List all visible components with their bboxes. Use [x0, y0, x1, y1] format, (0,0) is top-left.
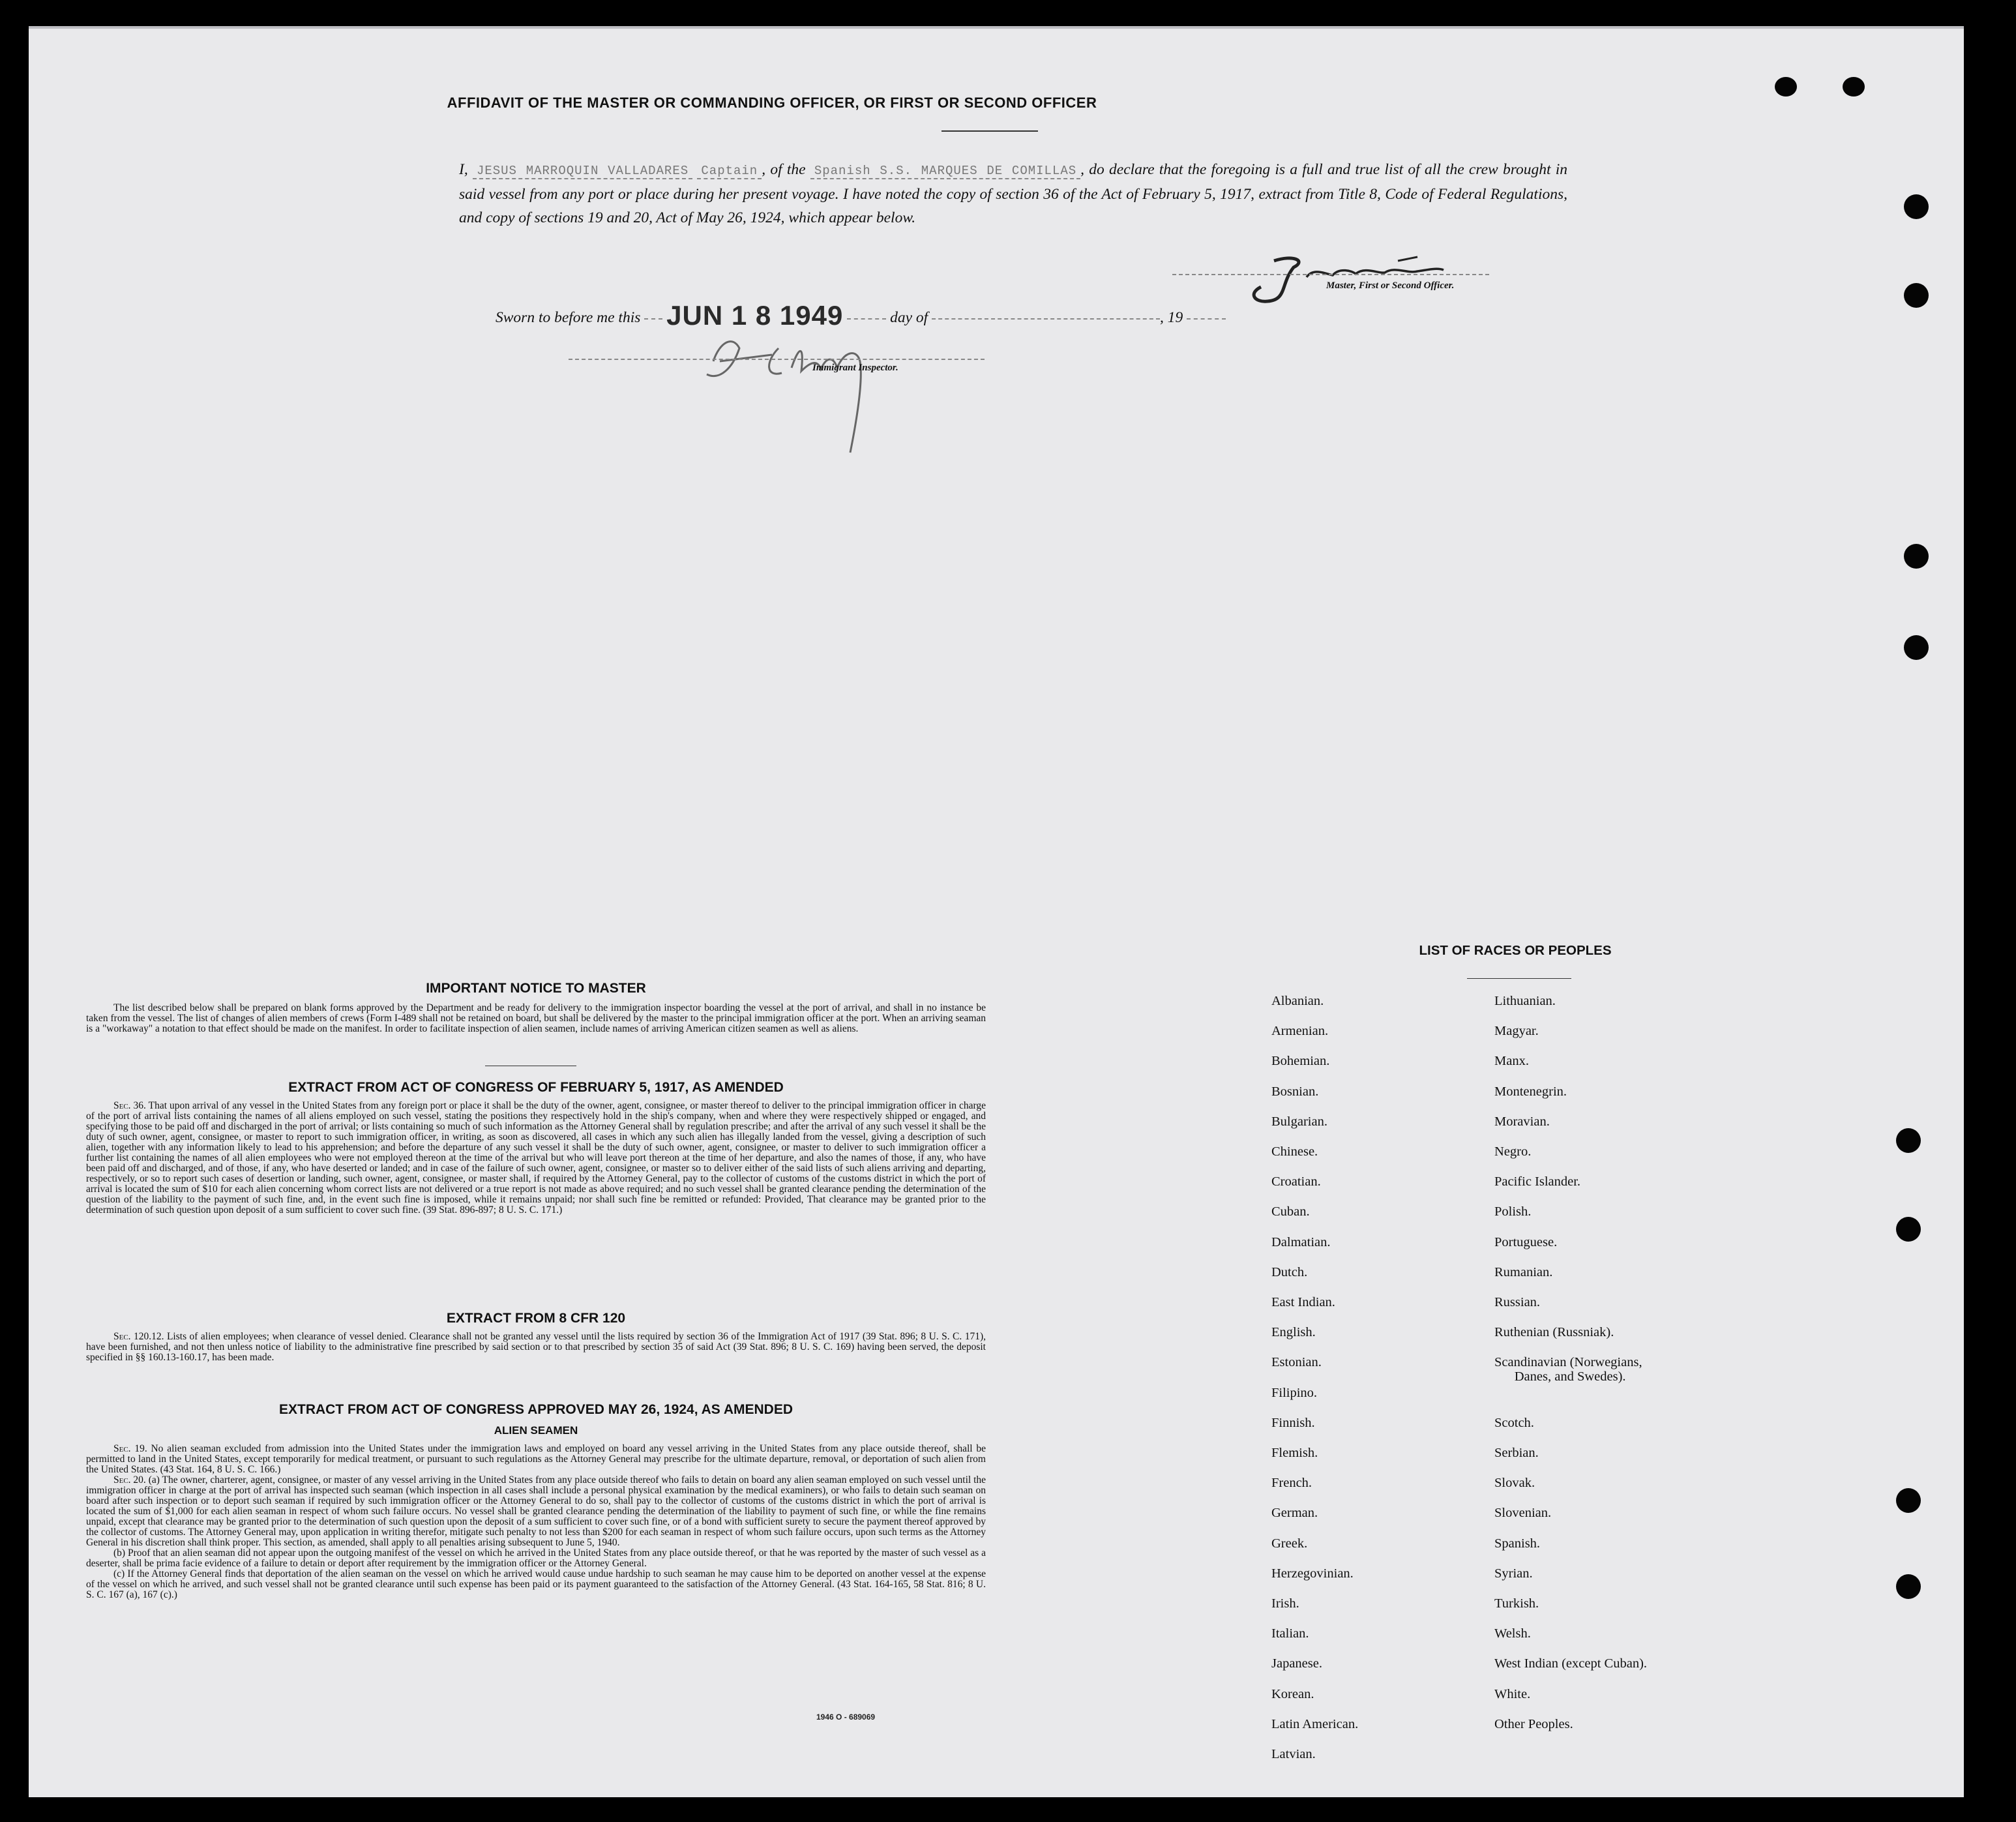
race-item: East Indian.	[1271, 1295, 1335, 1309]
race-item: Spanish.	[1494, 1536, 1541, 1551]
race-item: Other Peoples.	[1494, 1716, 1573, 1731]
race-item: Scotch.	[1494, 1415, 1534, 1430]
master-caption: Master, First or Second Officer.	[1326, 280, 1455, 291]
punch-hole	[1775, 77, 1797, 97]
rank-field: Captain	[697, 164, 762, 179]
extract-cfr-body	[86, 1332, 986, 1363]
race-item: Cuban.	[1271, 1204, 1310, 1219]
race-item: Estonian.	[1271, 1355, 1322, 1370]
day-of-text: day of	[890, 309, 928, 326]
punch-hole	[1904, 635, 1929, 660]
race-item: Polish.	[1494, 1204, 1532, 1219]
sec-20-label: Sec. 20.	[113, 1474, 146, 1486]
manifest-page	[29, 26, 1964, 1797]
race-item: Scandinavian (Norwegians, Danes, and Swedes).	[1494, 1355, 1642, 1384]
sworn-dash	[932, 318, 1160, 320]
race-item: Flemish.	[1271, 1446, 1318, 1460]
inspector-caption: Immigrant Inspector.	[812, 363, 898, 373]
sec-36-text: That upon arrival of any vessel in the United States from any foreign port or place it shall be the duty of the owner, agent, consignee, or master thereof to deliver to the principal immigration officer in charge of the port of arrival lists containing the names of all aliens employed on such vessel, stating the positions they respectively hold in the ship's company, when and where they were respectively shipped or engaged, and specifying those to be paid off and discharged in the port of arrival; or lists containing so much of such information as the Attorney General shall by regulation prescribe; and after the arrival of any such vessel it shall be the duty of such owner, agent, consignee, or master to report to such immigration officer, in writing, as soon as discovered, all cases in which any such alien has illegally landed from the vessel, giving a description of such alien, together with any information likely to lead to his apprehension; and before the departure of any such vessel it shall be the duty of such owner, agent, consignee, or master to deliver to such immigration officer a further list containing the names of all alien employees who were not employed thereon at the time of the arrival but who will leave port thereon at the time of her departure, and also the names of those, if any, who have been paid off and discharged, and of those, if any, who have deserted or landed; and in case of the failure of such owner, agent, consignee, or master so to deliver either of the said lists of such aliens arriving and departing, respectively, or so to report such cases of desertion or landing, such owner, agent, consignee, or master shall, if required by the Attorney General, pay to the collector of customs of the customs district in which the port of arrival is located the sum of $10 for each alien concerning whom correct lists are not delivered or a true report is not made as above required; and no such vessel shall be granted clearance pending the determination of the question of the liability to the payment of such fine, and, in the event such fine is imposed, while it remains unpaid; nor shall such fine be remitted or refunded: Provided, That clearance may be granted prior to the determination of such question upon deposit of a sum sufficient to cover such fine. (39 Stat. 896-897; 8 U. S. C. 171.)	[86, 1100, 986, 1216]
inspector-signature-line	[569, 359, 985, 360]
master-name-field: JESUS MARROQUIN VALLADARES	[473, 164, 692, 179]
race-item: Magyar.	[1494, 1024, 1539, 1039]
race-item: Slovak.	[1494, 1476, 1535, 1491]
date-stamp: JUN 1 8 1949	[666, 300, 844, 331]
do-declare-text: , do declare	[1080, 161, 1155, 178]
notice-body	[86, 1003, 986, 1034]
inspector-signature	[694, 322, 928, 459]
race-item: Bulgarian.	[1271, 1114, 1327, 1129]
print-code: 1946 O - 689069	[816, 1712, 876, 1722]
race-item: Montenegrin.	[1494, 1084, 1567, 1099]
race-item: Bohemian.	[1271, 1054, 1330, 1069]
punch-hole	[1904, 283, 1929, 308]
vessel-field: Spanish S.S. MARQUES DE COMILLAS	[810, 164, 1080, 179]
year-prefix: , 19	[1160, 309, 1183, 326]
sec-19-text: No alien seaman excluded from admission into the United States under the immigration laws and employed on board any vessel arriving in the United States from any place outside thereof, shall be permitted to land in the United States, except temporarily for medical treatment, or pursuant to such regulations as the Attorney General may prescribe for the ultimate departure, removal, or deportation of such alien from the United States. (43 Stat. 164, 8 U. S. C. 166.)	[86, 1443, 986, 1475]
sec-20c-text: (c) If the Attorney General finds that deportation of the alien seaman on the vessel on which he arrived would cause undue hardship to such seaman he may cause him to be deported on another vessel at the expense of the vessel on which he arrived, and such vessel shall not be granted clearance until such expense has been paid or its payment guaranteed to the satisfaction of the Attorney General. (43 Stat. 164-165, 58 Stat. 816; 8 U. S. C. 167 (a), 167 (c).)	[86, 1568, 986, 1600]
sworn-dash	[847, 318, 886, 320]
race-item: Irish.	[1271, 1596, 1299, 1611]
alien-seamen-subtitle: ALIEN SEAMEN	[494, 1424, 578, 1437]
punch-hole	[1896, 1217, 1921, 1242]
race-item: West Indian (except Cuban).	[1494, 1656, 1648, 1671]
race-item: German.	[1271, 1506, 1318, 1521]
sec-20b-text: (b) Proof that an alien seaman did not appear upon the outgoing manifest of the vessel on which he arrived in the United States from any place outside thereof, or that he was reported by the master of such vessel as a deserter, shall be prima facie evidence of a failure to detain or deport after requirement by the immigration officer or the Attorney General.	[86, 1547, 986, 1569]
race-item: French.	[1271, 1476, 1312, 1491]
race-item: Russian.	[1494, 1295, 1541, 1309]
race-item: Welsh.	[1494, 1626, 1531, 1641]
affidavit-prefix: I,	[459, 161, 468, 178]
sec-120-label: Sec. 120.12.	[113, 1331, 164, 1342]
race-item: Armenian.	[1271, 1024, 1329, 1039]
race-item: Manx.	[1494, 1054, 1529, 1069]
race-item: Italian.	[1271, 1626, 1309, 1641]
sec-36-label: Sec. 36.	[113, 1100, 146, 1111]
notice-text: The list described below shall be prepared on blank forms approved by the Department and be ready for delivery to the immigration inspector boarding the vessel at the port of arrival, and shall in no instance be taken from the vessel. The list of changes of alien members of crews (Form I-489 shall not be retained on board, but shall be delivered by the master to the principal immigration officer at the port. When an arriving seaman is a "workaway" a notation to that effect should be made on the manifest. In order to facilitate inspection of alien seamen, include names of arriving American citizen seamen as well as aliens.	[86, 1002, 986, 1034]
sec-20a-text: (a) The owner, charterer, agent, consignee, or master of any vessel arriving in the United States from any place outside thereof who fails to detain on board any alien seaman employed on such vessel until the immigration officer in charge at the port of arrival has inspected such seaman (which inspection in all cases shall include a personal physical examination by the medical examiners), or who fails to detain such seaman on board after such inspection or to deport such seaman if required by such immigration officer or the Attorney General to do so, shall pay to the collector of customs of the customs district in which the port of arrival is located the sum of $1,000 for each alien seaman in respect of whom such failure occurs. No vessel shall be granted clearance pending the determination of the liability to payment of such fine, or while the fine remains unpaid, except that clearance may be granted prior to the determination of such question upon the deposit of a sum sufficient to cover such fine, or of a bond with sufficient surety to secure the payment thereof approved by the collector of customs. The Attorney General may, upon application in writing therefor, mitigate such penalty to not less than $200 for each seaman in respect of whom such failure occurs, upon such terms as the Attorney General in his discretion shall think proper. This section, as amended, shall apply to all penalties arising subsequent to June 5, 1940.	[86, 1474, 986, 1548]
title-rule	[941, 130, 1038, 132]
master-signature-line	[1172, 274, 1489, 275]
race-item: Slovenian.	[1494, 1506, 1552, 1521]
extract-1917-title: EXTRACT FROM ACT OF CONGRESS OF FEBRUARY 5, 1917, AS AMENDED	[288, 1080, 784, 1095]
race-item: Greek.	[1271, 1536, 1308, 1551]
affidavit-text: that the foregoing is a full and true list of all the crew brought in said vessel from any port or place during her present voyage. I have noted the copy of section 36 of the Act of February 5, 1917, extract from Title 8, Code of Federal Regulations, and copy of sections 19 and 20, Act of May 26, 1924, which appear below.	[459, 161, 1568, 226]
sworn-prefix: Sworn to before me this	[496, 309, 641, 326]
punch-hole	[1904, 544, 1929, 569]
punch-hole	[1843, 77, 1865, 97]
extract-1917-body	[86, 1101, 986, 1216]
race-item: Portuguese.	[1494, 1234, 1558, 1249]
race-item: Latvian.	[1271, 1747, 1316, 1761]
race-item: Pacific Islander.	[1494, 1174, 1581, 1189]
notice-title: IMPORTANT NOTICE TO MASTER	[426, 981, 646, 996]
extract-cfr-title: EXTRACT FROM 8 CFR 120	[446, 1311, 626, 1326]
race-item: Japanese.	[1271, 1656, 1322, 1671]
affidavit-title: AFFIDAVIT OF THE MASTER OR COMMANDING OFFICER, OR FIRST OR SECOND OFFICER	[447, 95, 1097, 111]
race-item: Latin American.	[1271, 1716, 1359, 1731]
sec-19-label: Sec. 19.	[113, 1443, 147, 1454]
race-item: Albanian.	[1271, 994, 1324, 1008]
race-item: Rumanian.	[1494, 1264, 1553, 1279]
race-item: Negro.	[1494, 1144, 1532, 1159]
race-item: English.	[1271, 1325, 1316, 1340]
race-item: Filipino.	[1271, 1385, 1318, 1400]
races-rule	[1467, 978, 1571, 979]
races-title: LIST OF RACES OR PEOPLES	[1419, 943, 1612, 958]
race-item: White.	[1494, 1686, 1531, 1701]
race-item: Croatian.	[1271, 1174, 1321, 1189]
race-item: Korean.	[1271, 1686, 1314, 1701]
race-item: Serbian.	[1494, 1446, 1539, 1460]
extract-1924-body	[86, 1444, 986, 1600]
punch-hole	[1896, 1488, 1921, 1513]
race-item: Turkish.	[1494, 1596, 1539, 1611]
race-item: Finnish.	[1271, 1415, 1315, 1430]
punch-hole	[1896, 1574, 1921, 1599]
race-item: Lithuanian.	[1494, 994, 1556, 1008]
race-item: Chinese.	[1271, 1144, 1318, 1159]
sec-120-text: Lists of alien employees; when clearance of vessel denied. Clearance shall not be granted any vessel until the lists required by section 36 of the Immigration Act of 1917 (39 Stat. 896; 8 U. S. C. 171), have been furnished, and not then unless notice of liability to the administrative fine prescribed by said section or to that prescribed by section 35 of said Act (39 Stat. 896; 8 U. S. C. 169) having been served, the deposit specified in §§ 160.13-160.17, has been made.	[86, 1331, 986, 1363]
punch-hole	[1896, 1128, 1921, 1153]
race-item: Moravian.	[1494, 1114, 1550, 1129]
sworn-dash	[644, 318, 662, 320]
sworn-dash	[1187, 318, 1226, 320]
race-item: Ruthenian (Russniak).	[1494, 1325, 1614, 1340]
race-item: Bosnian.	[1271, 1084, 1319, 1099]
of-the-text: , of the	[762, 161, 806, 178]
extract-1924-title: EXTRACT FROM ACT OF CONGRESS APPROVED MAY 26, 1924, AS AMENDED	[278, 1402, 793, 1417]
race-item: Dutch.	[1271, 1264, 1308, 1279]
punch-hole	[1904, 194, 1929, 219]
race-item: Syrian.	[1494, 1566, 1533, 1581]
affidavit-body	[459, 158, 1567, 230]
race-item: Herzegovinian.	[1271, 1566, 1354, 1581]
race-item: Dalmatian.	[1271, 1234, 1331, 1249]
